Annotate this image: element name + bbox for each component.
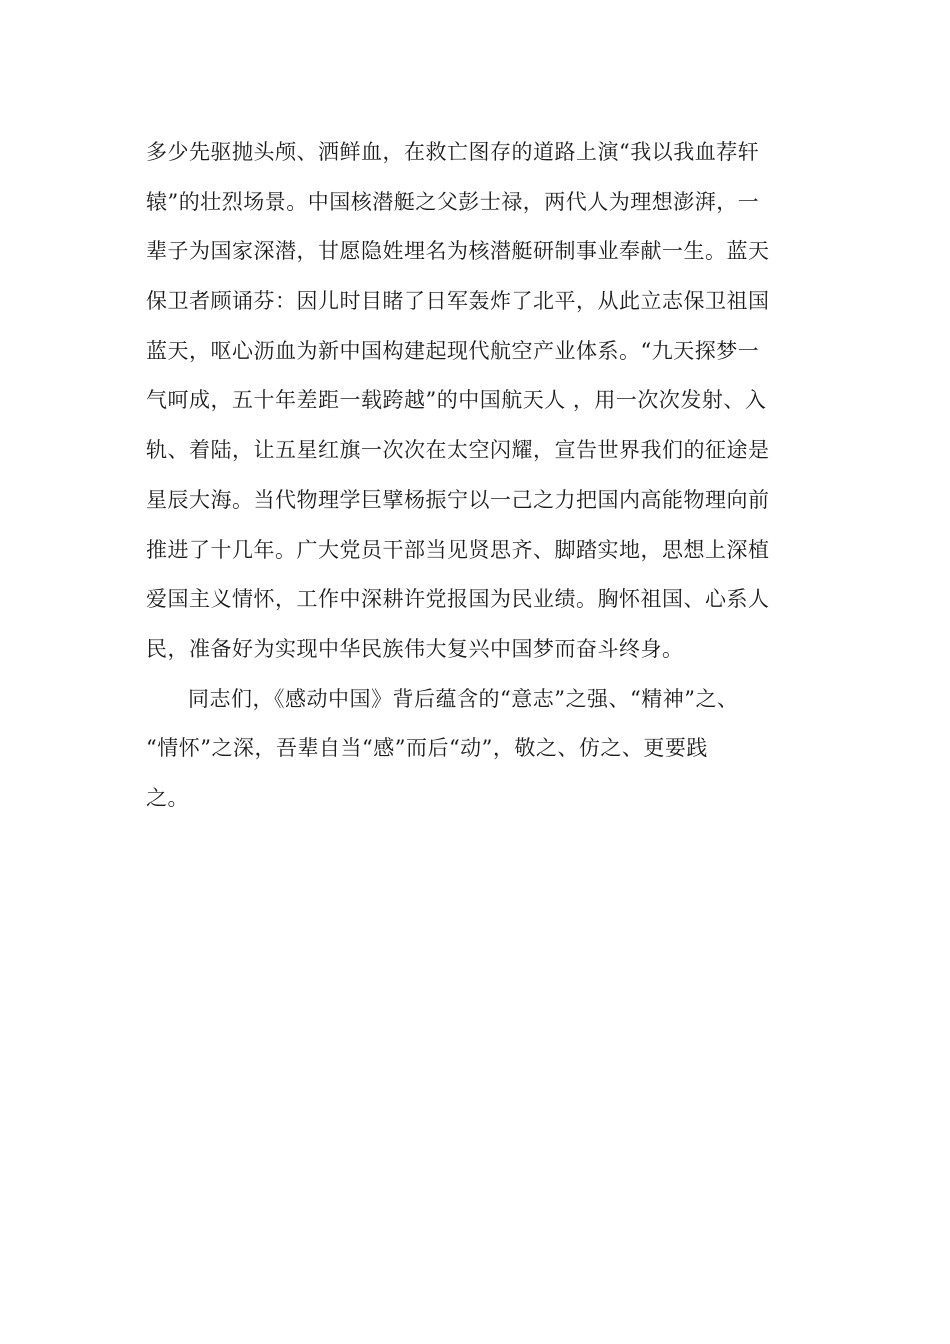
- text-line: 爱国主义情怀，工作中深耕许党报国为民业绩。胸怀祖国、心系人: [146, 587, 770, 612]
- text-line: 气呵成，五十年差距一载跨越”的中国航天人 ，用一次次发射、入: [146, 388, 767, 413]
- text-line: 蓝天，呕心沥血为新中国构建起现代航空产业体系。“九天探梦一: [146, 338, 760, 363]
- text-line: 星辰大海。当代物理学巨擘杨振宁以一己之力把国内高能物理向前: [146, 487, 770, 512]
- text-line: 保卫者顾诵芬：因儿时目睹了日军轰炸了北平，从此立志保卫祖国: [146, 289, 770, 314]
- paragraph-1: [146, 128, 826, 675]
- text-line: 轨、着陆，让五星红旗一次次在太空闪耀，宣告世界我们的征途是: [146, 438, 770, 463]
- text-line: 多少先驱抛头颅、洒鲜血，在救亡图存的道路上演“我以我血荐轩: [146, 140, 760, 164]
- text-line: 辈子为国家深潜，甘愿隐姓埋名为核潜艇研制事业奉献一生。蓝天: [146, 239, 770, 264]
- text-line: 辕”的壮烈场景。中国核潜艇之父彭士禄，两代人为理想澎湃，一: [146, 189, 760, 214]
- paragraph-2: [146, 675, 826, 824]
- body-text: [146, 128, 826, 824]
- text-line: 同志们，《感动中国》背后蕴含的“意志”之强、“精神”之、: [188, 686, 739, 711]
- text-line: 之。: [146, 785, 189, 810]
- text-line: 推进了十几年。广大党员干部当见贤思齐、脚踏实地，思想上深植: [146, 537, 770, 562]
- text-line: 民，准备好为实现中华民族伟大复兴中国梦而奋斗终身。: [146, 636, 684, 661]
- text-line: “情怀”之深，吾辈自当“感”而后“动”，敬之、仿之、更要践: [146, 736, 708, 761]
